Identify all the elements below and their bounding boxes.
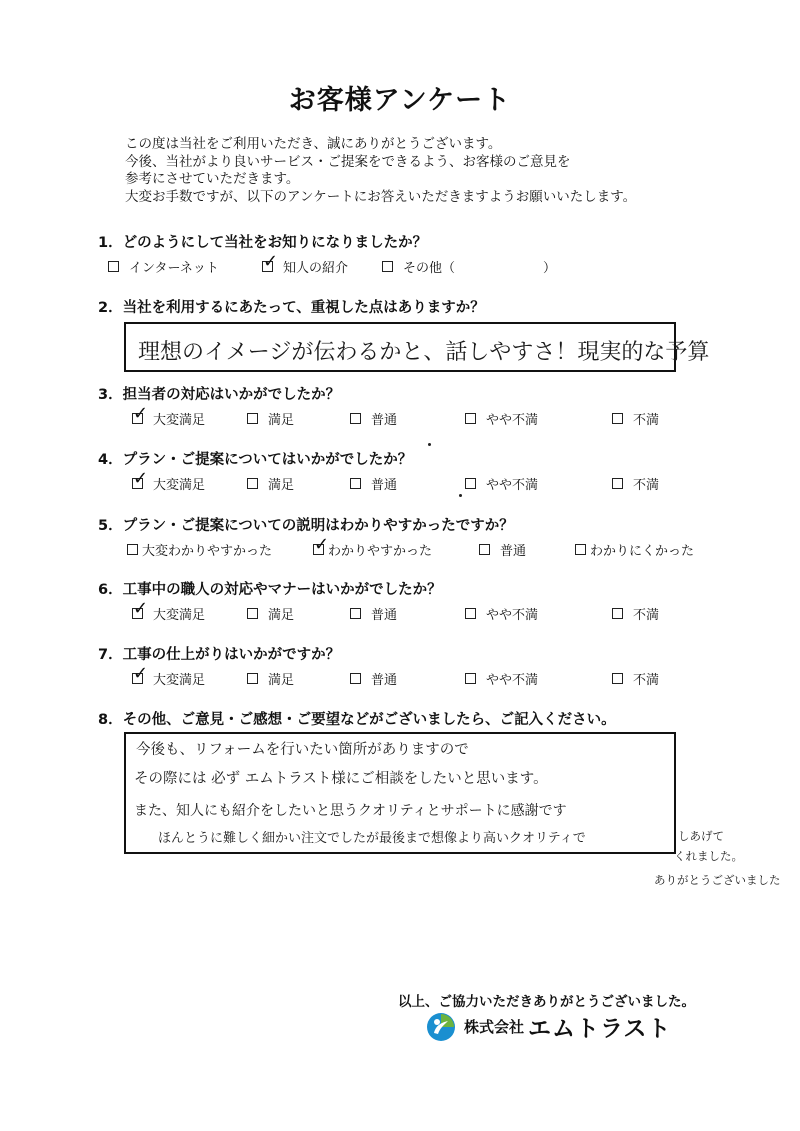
checkmark-icon: ✓: [314, 534, 330, 555]
pen-dot: [428, 443, 431, 446]
checkbox[interactable]: [465, 478, 476, 489]
intro-line: 今後、当社がより良いサービス・ご提案をできるよう、お客様のご意見を: [125, 153, 571, 170]
checkbox[interactable]: [612, 413, 623, 424]
checkbox[interactable]: [247, 413, 258, 424]
q2-handwritten-answer: 理想のイメージが伝わるかと、話しやすさ！現実的な予算: [138, 340, 710, 365]
question-3: 3．担当者の対応はいかがでしたか？: [98, 387, 341, 403]
question-8: 8．その他、ご意見・ご感想・ご要望などがございましたら、ご記入ください。: [98, 712, 616, 728]
intro-line: 大変お手数ですが、以下のアンケートにお答えいただきますようお願いいたします。: [125, 188, 637, 205]
question-4: 4．プラン・ご提案についてはいかがでしたか？: [98, 452, 413, 468]
checkbox-checked[interactable]: [132, 663, 149, 684]
q7-option-satisfied[interactable]: 満足: [247, 669, 294, 688]
checkbox-checked[interactable]: [262, 251, 279, 272]
q6-option-neutral[interactable]: 普通: [350, 604, 397, 623]
q7-option-very-satisfied[interactable]: ✓ 大変満足: [133, 663, 206, 688]
question-6: 6．工事中の職人の対応やマナーはいかがでしたか？: [98, 582, 442, 598]
q8-handwritten-overflow: くれました。: [674, 849, 743, 863]
q1-option-internet[interactable]: インターネット: [108, 257, 219, 276]
checkbox[interactable]: [247, 478, 258, 489]
q3-option-neutral[interactable]: 普通: [350, 409, 397, 428]
checkbox[interactable]: [612, 673, 623, 684]
checkbox[interactable]: [350, 478, 361, 489]
checkbox[interactable]: [350, 413, 361, 424]
q7-option-somewhat-dissatisfied[interactable]: やや不満: [465, 669, 538, 688]
checkbox[interactable]: [350, 608, 361, 619]
checkbox-checked[interactable]: [313, 534, 330, 555]
q5-option-clear[interactable]: ✓ わかりやすかった: [314, 534, 433, 559]
q4-option-somewhat-dissatisfied[interactable]: やや不満: [465, 474, 538, 493]
checkbox[interactable]: [108, 261, 119, 272]
checkbox[interactable]: [382, 261, 393, 272]
q6-option-dissatisfied[interactable]: 不満: [612, 604, 659, 623]
q8-handwritten-line: ほんとうに難しく細かい注文でしたが最後まで想像より高いクオリティで: [158, 831, 586, 846]
checkbox[interactable]: [247, 608, 258, 619]
q1-option-other[interactable]: その他（: [382, 257, 455, 276]
q8-handwritten-overflow: しあげて: [678, 829, 724, 843]
intro-text: [125, 136, 636, 206]
checkbox-checked[interactable]: [132, 403, 149, 424]
q4-option-satisfied[interactable]: 満足: [247, 474, 294, 493]
q6-option-somewhat-dissatisfied[interactable]: やや不満: [465, 604, 538, 623]
q4-option-dissatisfied[interactable]: 不満: [612, 474, 659, 493]
intro-line: 参考にさせていただきます。: [125, 171, 300, 187]
q3-option-very-satisfied[interactable]: ✓ 大変満足: [133, 403, 206, 428]
company-prefix: 株式会社: [464, 1018, 525, 1036]
question-5: 5．プラン・ご提案についての説明はわかりやすかったですか？: [98, 518, 514, 534]
checkbox[interactable]: [479, 544, 490, 555]
checkmark-icon: ✓: [263, 251, 279, 272]
question-7: 7．工事の仕上がりはいかがですか？: [98, 647, 341, 663]
q8-handwritten-line: また、知人にも紹介をしたいと思うクオリティとサポートに感謝です: [134, 803, 567, 819]
q8-handwritten-line: 今後も、リフォームを行いたい箇所がありますので: [136, 742, 469, 758]
q2-answer-box[interactable]: [124, 322, 710, 372]
checkbox-checked[interactable]: [132, 468, 149, 489]
question-2: 2．当社を利用するにあたって、重視した点はありますか？: [98, 300, 485, 316]
q7-option-neutral[interactable]: 普通: [350, 669, 397, 688]
q7-option-dissatisfied[interactable]: 不満: [612, 669, 659, 688]
q4-option-neutral[interactable]: 普通: [350, 474, 397, 493]
q5-option-very-clear[interactable]: 大変わかりやすかった: [127, 540, 272, 559]
checkbox[interactable]: [465, 413, 476, 424]
checkbox[interactable]: [247, 673, 258, 684]
checkmark-icon: ✓: [133, 403, 149, 424]
checkmark-icon: ✓: [133, 598, 149, 619]
checkbox-checked[interactable]: [132, 598, 149, 619]
pen-dot: [459, 494, 462, 497]
q5-option-unclear[interactable]: わかりにくかった: [575, 540, 694, 559]
checkmark-icon: ✓: [133, 468, 149, 489]
company-name: エムトラスト: [528, 1016, 672, 1042]
closing-message: 以上、ご協力いただきありがとうございました。: [398, 994, 695, 1010]
company-logo: [426, 1010, 671, 1043]
q5-option-neutral[interactable]: 普通: [479, 540, 526, 559]
q3-option-satisfied[interactable]: 満足: [247, 409, 294, 428]
checkbox[interactable]: [465, 673, 476, 684]
company-logo-icon: [426, 1012, 456, 1042]
q3-option-somewhat-dissatisfied[interactable]: やや不満: [465, 409, 538, 428]
checkbox[interactable]: [575, 544, 586, 555]
q8-handwritten-line: その際には 必ず エムトラスト様にご相談をしたいと思います。: [134, 771, 548, 787]
q8-handwritten-overflow: ありがとうございました: [654, 873, 781, 887]
q3-option-dissatisfied[interactable]: 不満: [612, 409, 659, 428]
q4-option-very-satisfied[interactable]: ✓ 大変満足: [133, 468, 206, 493]
q1-other-close-paren: ）: [543, 261, 557, 276]
checkbox[interactable]: [465, 608, 476, 619]
q6-option-very-satisfied[interactable]: ✓ 大変満足: [133, 598, 206, 623]
q1-option-referral[interactable]: ✓ 知人の紹介: [263, 251, 349, 276]
checkbox[interactable]: [612, 478, 623, 489]
checkmark-icon: ✓: [133, 663, 149, 684]
q6-option-satisfied[interactable]: 満足: [247, 604, 294, 623]
page-title: お客様アンケート: [288, 85, 512, 116]
checkbox[interactable]: [127, 544, 138, 555]
checkbox[interactable]: [612, 608, 623, 619]
question-1: 1．どのようにして当社をお知りになりましたか？: [98, 235, 428, 251]
intro-line: この度は当社をご利用いただき、誠にありがとうございます。: [125, 136, 502, 152]
checkbox[interactable]: [350, 673, 361, 684]
